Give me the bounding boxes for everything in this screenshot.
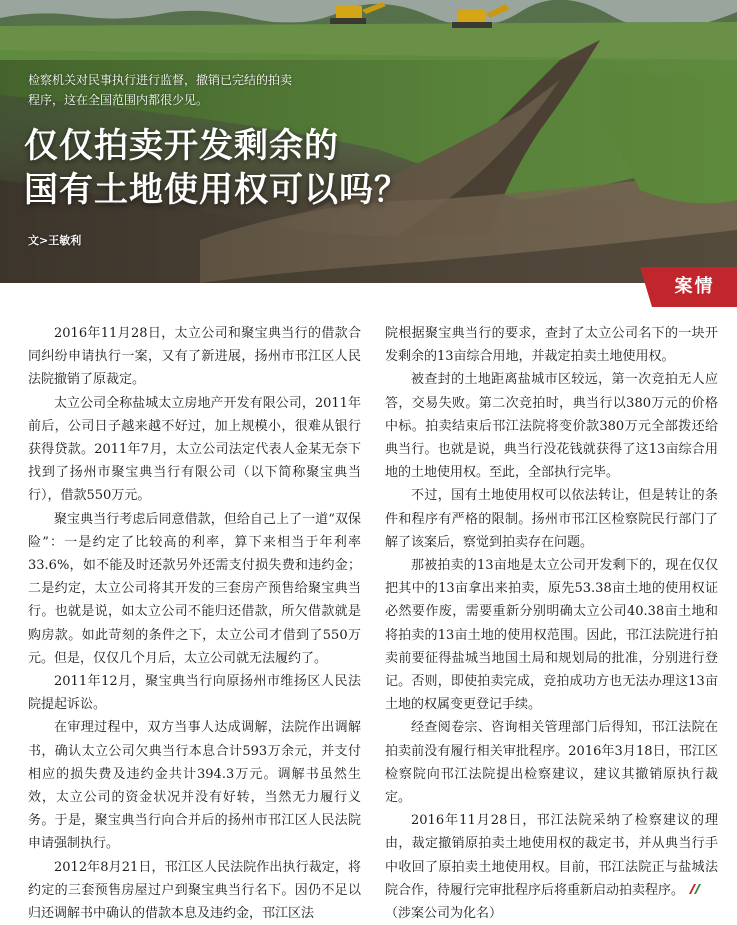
paragraph-final-text: 2016年11月28日，邗江法院采纳了检察建议的理由，裁定撤销原拍卖土地使用权的裁定书，并从典当行手中收回了原拍卖土地使用权。目前，邗江法院正与盐城法院合作，待履行完审批程序后将重新启动拍卖程序。	[385, 813, 718, 898]
article-author: 文>王敏利	[28, 234, 82, 247]
paragraph: 被查封的土地距离盐城市区较远，第一次竞拍无人应答，交易失败。第二次竞拍时，典当行以380万元的价格中标。拍卖结束后邗江法院将变价款380万元全部拨还给典当行。也就是说，典当行没花钱就获得了这13亩综合用地的土地使用权。至此，全部执行完毕。	[385, 372, 718, 481]
article-column-left	[28, 322, 361, 925]
paragraph: 在审理过程中，双方当事人达成调解，法院作出调解书，确认太立公司欠典当行本息合计593万余元，并支付相应的损失费及违约金共计394.3万元。调解书虽然生效，太立公司的资金状况并没有好转，当然无力履行义务。于是，聚宝典当行向合并后的扬州市邗江区人民法院申请强制执行。	[28, 720, 361, 852]
paragraph: 太立公司全称盐城太立房地产开发有限公司，2011年前后，公司日子越来越不好过，加上规模小，很难从银行获得贷款。2011年7月，太立公司法定代表人金某无奈下找到了扬州市聚宝典当行有限公司（以下简称聚宝典当行），借款550万元。	[28, 395, 361, 504]
paragraph-final	[385, 809, 718, 902]
article-title	[24, 124, 409, 212]
paragraph: 经查阅卷宗、咨询相关管理部门后得知，邗江法院在拍卖前没有履行相关审批程序。2016年3月18日，邗江区检察院向邗江法院提出检察建议，建议其撤销原执行裁定。	[385, 720, 718, 806]
paragraph: 2011年12月，聚宝典当行向原扬州市维扬区人民法院提起诉讼。	[28, 674, 361, 713]
article-lead: 检察机关对民事执行进行监督，撤销已完结的拍卖程序，这在全国范围内都很少见。	[28, 73, 293, 107]
article-title-line-1: 仅仅拍卖开发剩余的	[24, 126, 339, 166]
paragraph: 那被拍卖的13亩地是太立公司开发剩下的，现在仅仅把其中的13亩拿出来拍卖，原先53.38亩土地的使用权证必然要作废，需要重新分别明确太立公司40.38亩土地和将拍卖的13亩土地的使用权范围。因此，邗江法院进行拍卖前要征得盐城当地国土局和规划局的批准，分别进行登记。否则，即使拍卖完成，竞拍成功方也无法办理这13亩土地的权属变更登记手续。	[385, 558, 718, 713]
paragraph: 2016年11月28日，太立公司和聚宝典当行的借款合同纠纷申请执行一案，又有了新进展，扬州市邗江区人民法院撤销了原裁定。	[28, 326, 361, 388]
paragraph: 不过，国有土地使用权可以依法转让，但是转让的条件和程序有严格的限制。扬州市邗江区检察院民行部门了解了该案后，察觉到拍卖存在问题。	[385, 488, 718, 550]
article-column-right	[385, 322, 718, 925]
section-tab-case: 案情	[652, 267, 737, 307]
end-of-article-icon	[687, 883, 702, 895]
article-title-line-2: 国有土地使用权可以吗？	[24, 170, 409, 210]
hero-banner	[0, 0, 737, 283]
paragraph: 2012年8月21日，邗江区人民法院作出执行裁定，将约定的三套预售房屋过户到聚宝典当行名下。因仍不足以归还调解书中确认的借款本息及违约金，邗江区法	[28, 859, 361, 922]
closing-note: （涉案公司为化名）	[385, 906, 503, 922]
paragraph: 聚宝典当行考虑后同意借款，但给自己上了一道“双保险”：一是约定了比较高的利率，算下来相当于年利率33.6%，如不能及时还款另外还需支付损失费和违约金；二是约定，太立公司将其开发的三套房产预售给聚宝典当行。也就是说，如太立公司不能归还借款，所欠借款就是购房款。如此苛刻的条件之下，太立公司才借到了550万元。但是，仅仅几个月后，太立公司就无法履约了。	[28, 511, 361, 666]
paragraph-continuation: 院根据聚宝典当行的要求，查封了太立公司名下的一块开发剩余的13亩综合用地，并裁定拍卖土地使用权。	[385, 326, 718, 365]
